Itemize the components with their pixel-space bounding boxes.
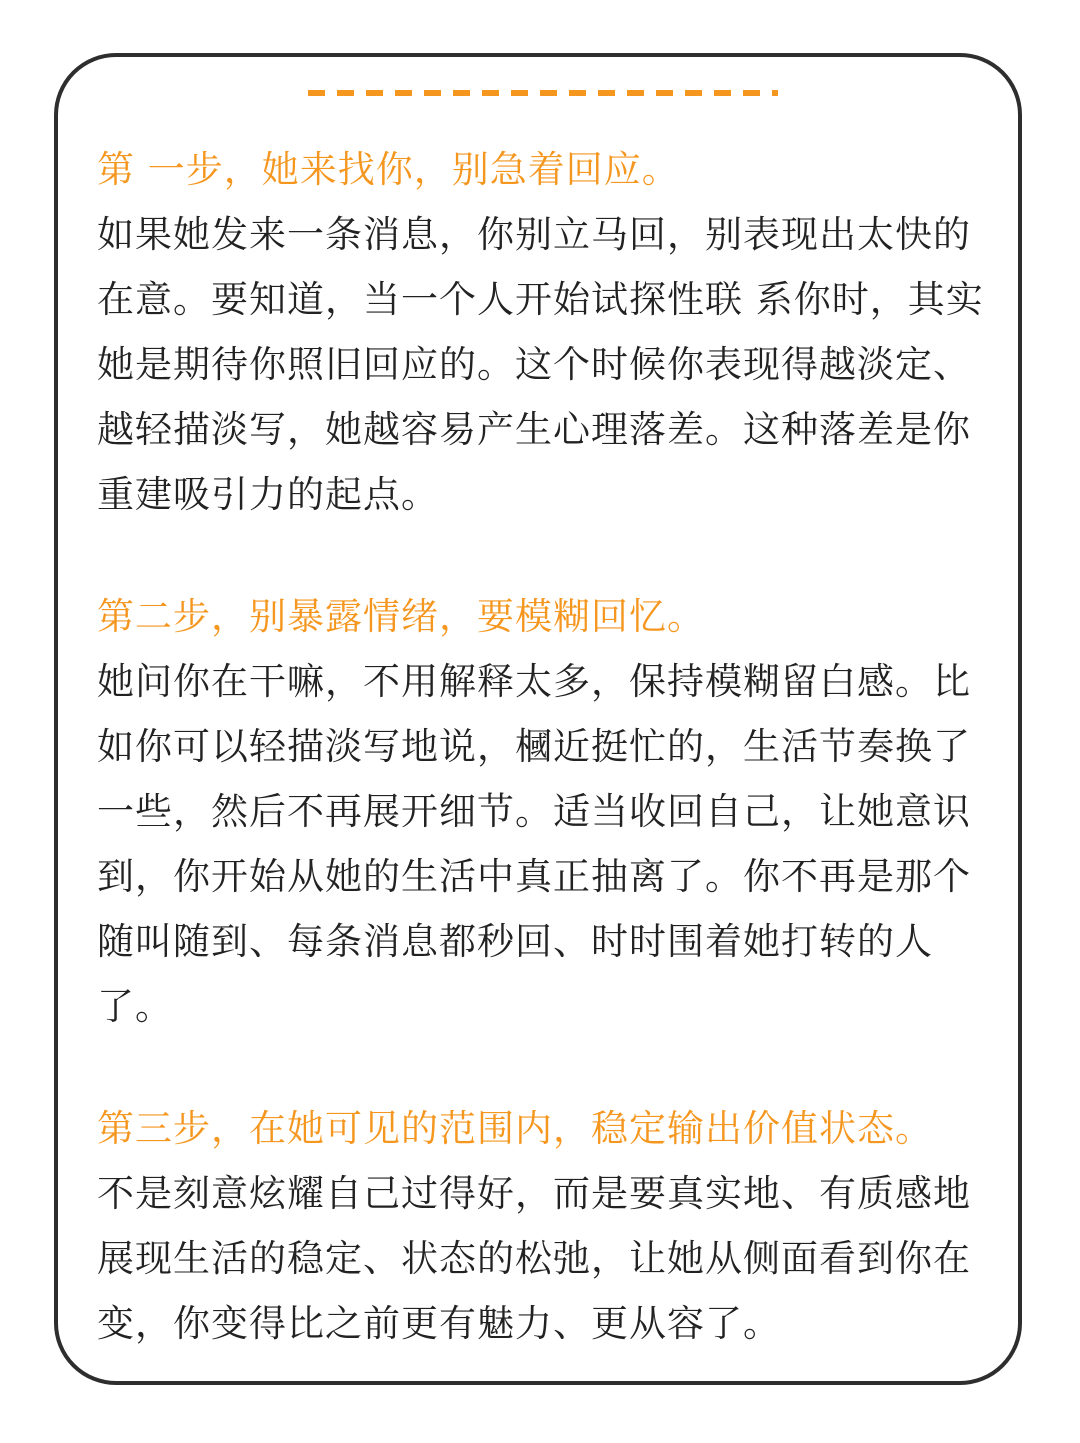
text-line: 一些，然后不再展开细节。适当收回自己，让她意识 (97, 790, 971, 833)
text-line: 展现生活的稳定、状态的松弛，让她从侧面看到你在 (97, 1237, 971, 1280)
text-line: 随叫随到、每条消息都秒回、时时围着她打转的人 (97, 920, 933, 963)
text-line: 不是刻意炫耀自己过得好，而是要真实地、有质感地 (97, 1172, 971, 1215)
step-three-heading: 第三步，在她可见的范围内，稳定输出价值状态。 (97, 1107, 933, 1150)
text-line: 在意。要知道，当一个人开始试探性联 系你时，其实 (97, 278, 984, 321)
text-line: 重建吸引力的起点。 (97, 473, 439, 516)
text-line: 她问你在干嘛，不用解释太多，保持模糊留白感。比 (97, 660, 971, 703)
text-line: 如果她发来一条消息，你别立马回，别表现出太快的 (97, 213, 971, 256)
article-body (97, 138, 997, 1414)
text-line: 如你可以轻描淡写地说，槶近挺忙的，生活节奏换了 (97, 725, 971, 768)
dashed-divider (308, 90, 778, 96)
text-line: 到，你开始从她的生活中真正抽离了。你不再是那个 (97, 855, 971, 898)
step-two-heading: 第二步，别暴露情绪，要模糊回忆。 (97, 595, 705, 638)
text-line: 了。 (97, 985, 173, 1028)
step-two-section (97, 585, 997, 1039)
step-three-paragraph (97, 1161, 997, 1356)
step-two-paragraph (97, 649, 997, 1039)
step-one-section (97, 138, 997, 527)
step-one-paragraph (97, 202, 997, 527)
text-line: 她是期待你照旧回应的。这个时候你表现得越淡定、 (97, 343, 971, 386)
text-line: 越轻描淡写，她越容易产生心理落差。这种落差是你 (97, 408, 971, 451)
step-three-section (97, 1097, 997, 1356)
text-line: 变，你变得比之前更有魅力、更从容了。 (97, 1302, 781, 1345)
step-one-heading: 第 一步，她来找你，别急着回应。 (97, 148, 680, 191)
